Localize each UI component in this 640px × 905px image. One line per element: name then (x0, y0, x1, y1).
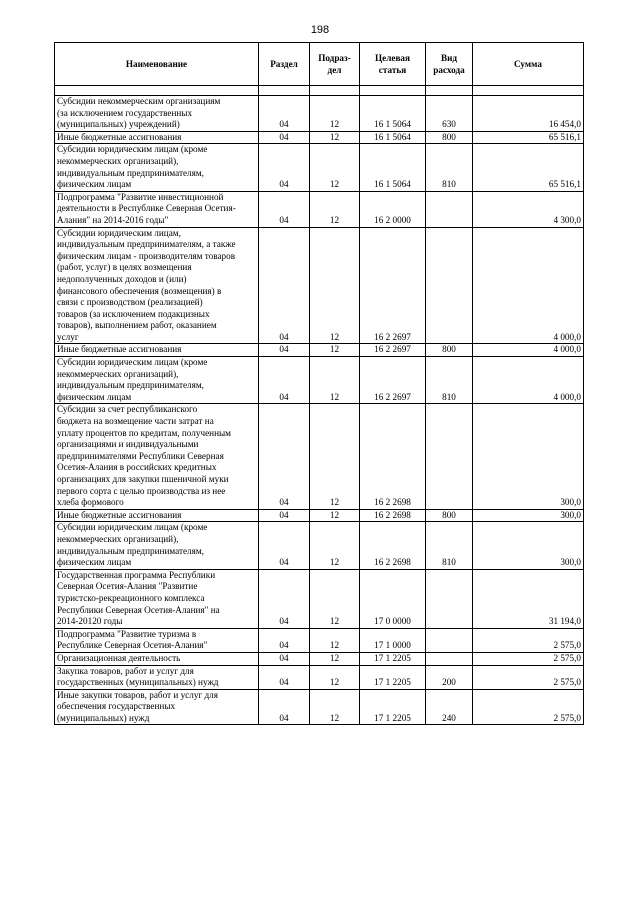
table-body (55, 96, 584, 725)
cell-amount: 2 575,0 (473, 652, 584, 665)
header-name: Наименование (55, 43, 259, 86)
cell-subsection: 12 (310, 191, 360, 227)
cell-expense-type: 800 (426, 131, 473, 144)
cell-subsection: 12 (310, 344, 360, 357)
cell-section: 04 (259, 404, 310, 509)
cell-section: 04 (259, 509, 310, 522)
cell-section: 04 (259, 357, 310, 404)
cell-section: 04 (259, 569, 310, 628)
cell-expense-type: 800 (426, 344, 473, 357)
cell-section: 04 (259, 665, 310, 689)
cell-target-article: 16 1 5064 (360, 131, 426, 144)
cell-amount: 65 516,1 (473, 144, 584, 191)
cell-expense-type: 810 (426, 357, 473, 404)
cell-section: 04 (259, 652, 310, 665)
cell-target-article: 16 2 2698 (360, 404, 426, 509)
cell-name: Подпрограмма "Развитие туризма в Республике Северная Осетия-Алания" (55, 628, 259, 652)
cell-subsection: 12 (310, 131, 360, 144)
cell-expense-type: 810 (426, 522, 473, 569)
table-row (55, 689, 584, 725)
cell-expense-type (426, 191, 473, 227)
cell-amount: 4 000,0 (473, 357, 584, 404)
cell-section: 04 (259, 628, 310, 652)
cell-expense-type (426, 227, 473, 344)
header-spacer-row (55, 86, 584, 96)
cell-name: Иные бюджетные ассигнования (55, 131, 259, 144)
cell-subsection: 12 (310, 509, 360, 522)
cell-expense-type: 630 (426, 96, 473, 132)
cell-expense-type: 200 (426, 665, 473, 689)
cell-amount: 16 454,0 (473, 96, 584, 132)
cell-name: Субсидии некоммерческим организациям (за исключением государственных (муниципальных) учреждений) (55, 96, 259, 132)
cell-subsection: 12 (310, 227, 360, 344)
cell-subsection: 12 (310, 569, 360, 628)
cell-target-article: 16 2 2697 (360, 344, 426, 357)
table-row (55, 344, 584, 357)
cell-name: Государственная программа Республики Северная Осетия-Алания "Развитие туристско-рекреационного комплекса Республики Северная Осетия-Алания" на 2014-20120 годы (55, 569, 259, 628)
table-row (55, 628, 584, 652)
cell-section: 04 (259, 191, 310, 227)
table-row (55, 144, 584, 191)
cell-subsection: 12 (310, 522, 360, 569)
cell-amount: 65 516,1 (473, 131, 584, 144)
cell-section: 04 (259, 522, 310, 569)
cell-amount: 2 575,0 (473, 665, 584, 689)
cell-target-article: 17 1 2205 (360, 665, 426, 689)
cell-target-article: 16 1 5064 (360, 144, 426, 191)
cell-section: 04 (259, 227, 310, 344)
cell-target-article: 16 2 2697 (360, 357, 426, 404)
cell-amount: 2 575,0 (473, 628, 584, 652)
header-section: Раздел (259, 43, 310, 86)
cell-target-article: 16 2 0000 (360, 191, 426, 227)
header-expense-type: Вид расхода (426, 43, 473, 86)
cell-target-article: 16 2 2698 (360, 509, 426, 522)
cell-amount: 300,0 (473, 509, 584, 522)
cell-section: 04 (259, 344, 310, 357)
cell-section: 04 (259, 144, 310, 191)
cell-name: Иные бюджетные ассигнования (55, 344, 259, 357)
cell-name: Субсидии юридическим лицам (кроме некоммерческих организаций), индивидуальным предпринимателям, физическим лицам (55, 522, 259, 569)
header-amount: Сумма (473, 43, 584, 86)
cell-target-article: 17 1 0000 (360, 628, 426, 652)
cell-expense-type: 810 (426, 144, 473, 191)
table-row (55, 96, 584, 132)
cell-name: Подпрограмма "Развитие инвестиционной деятельности в Республике Северная Осетия- Алания" на 2014-2016 годы" (55, 191, 259, 227)
cell-name: Субсидии юридическим лицам (кроме некоммерческих организаций), индивидуальным предпринимателям, физическим лицам (55, 144, 259, 191)
cell-expense-type: 800 (426, 509, 473, 522)
cell-target-article: 16 2 2697 (360, 227, 426, 344)
cell-name: Субсидии за счет республиканского бюджета на возмещение части затрат на уплату процентов по кредитам, полученным организациями и индивидуальными предпринимателями Республики Северная Осетия-Алания в российских кредитных организациях для закупки пшеничной муки первого сорта с целью производства из нее хлеба формового (55, 404, 259, 509)
cell-subsection: 12 (310, 357, 360, 404)
cell-target-article: 16 2 2698 (360, 522, 426, 569)
budget-table (54, 42, 584, 725)
cell-subsection: 12 (310, 689, 360, 725)
table-row (55, 404, 584, 509)
cell-section: 04 (259, 96, 310, 132)
table-row (55, 191, 584, 227)
cell-amount: 2 575,0 (473, 689, 584, 725)
cell-name: Субсидии юридическим лицам, индивидуальным предпринимателям, а также физическим лицам - производителям товаров (работ, услуг) в целях возмещения недополученных доходов и (или) финансового обеспечения (возмещения) в связи с производством (реализацией) товаров (за исключением подакцизных товаров), выполнением работ, оказанием услуг (55, 227, 259, 344)
header-subsection: Подраз- дел (310, 43, 360, 86)
cell-expense-type (426, 628, 473, 652)
cell-name: Организационная деятельность (55, 652, 259, 665)
page-number: 198 (310, 24, 330, 36)
table-row (55, 509, 584, 522)
cell-expense-type (426, 569, 473, 628)
table-row (55, 227, 584, 344)
cell-subsection: 12 (310, 144, 360, 191)
cell-subsection: 12 (310, 628, 360, 652)
table-row (55, 357, 584, 404)
cell-name: Субсидии юридическим лицам (кроме некоммерческих организаций), индивидуальным предпринимателям, физическим лицам (55, 357, 259, 404)
cell-target-article: 17 0 0000 (360, 569, 426, 628)
header-target-article: Целевая статья (360, 43, 426, 86)
cell-subsection: 12 (310, 96, 360, 132)
cell-name: Иные закупки товаров, работ и услуг для обеспечения государственных (муниципальных) нужд (55, 689, 259, 725)
table-row (55, 569, 584, 628)
cell-section: 04 (259, 131, 310, 144)
table-row (55, 665, 584, 689)
cell-section: 04 (259, 689, 310, 725)
cell-expense-type (426, 652, 473, 665)
cell-expense-type: 240 (426, 689, 473, 725)
table-header-row (55, 43, 584, 86)
cell-subsection: 12 (310, 652, 360, 665)
cell-target-article: 17 1 2205 (360, 689, 426, 725)
cell-name: Иные бюджетные ассигнования (55, 509, 259, 522)
cell-amount: 4 000,0 (473, 227, 584, 344)
table-row (55, 131, 584, 144)
cell-target-article: 16 1 5064 (360, 96, 426, 132)
table-row (55, 652, 584, 665)
cell-amount: 4 000,0 (473, 344, 584, 357)
table-row (55, 522, 584, 569)
cell-amount: 300,0 (473, 522, 584, 569)
cell-name: Закупка товаров, работ и услуг для государственных (муниципальных) нужд (55, 665, 259, 689)
cell-amount: 31 194,0 (473, 569, 584, 628)
cell-expense-type (426, 404, 473, 509)
cell-subsection: 12 (310, 665, 360, 689)
cell-amount: 4 300,0 (473, 191, 584, 227)
cell-amount: 300,0 (473, 404, 584, 509)
cell-subsection: 12 (310, 404, 360, 509)
cell-target-article: 17 1 2205 (360, 652, 426, 665)
